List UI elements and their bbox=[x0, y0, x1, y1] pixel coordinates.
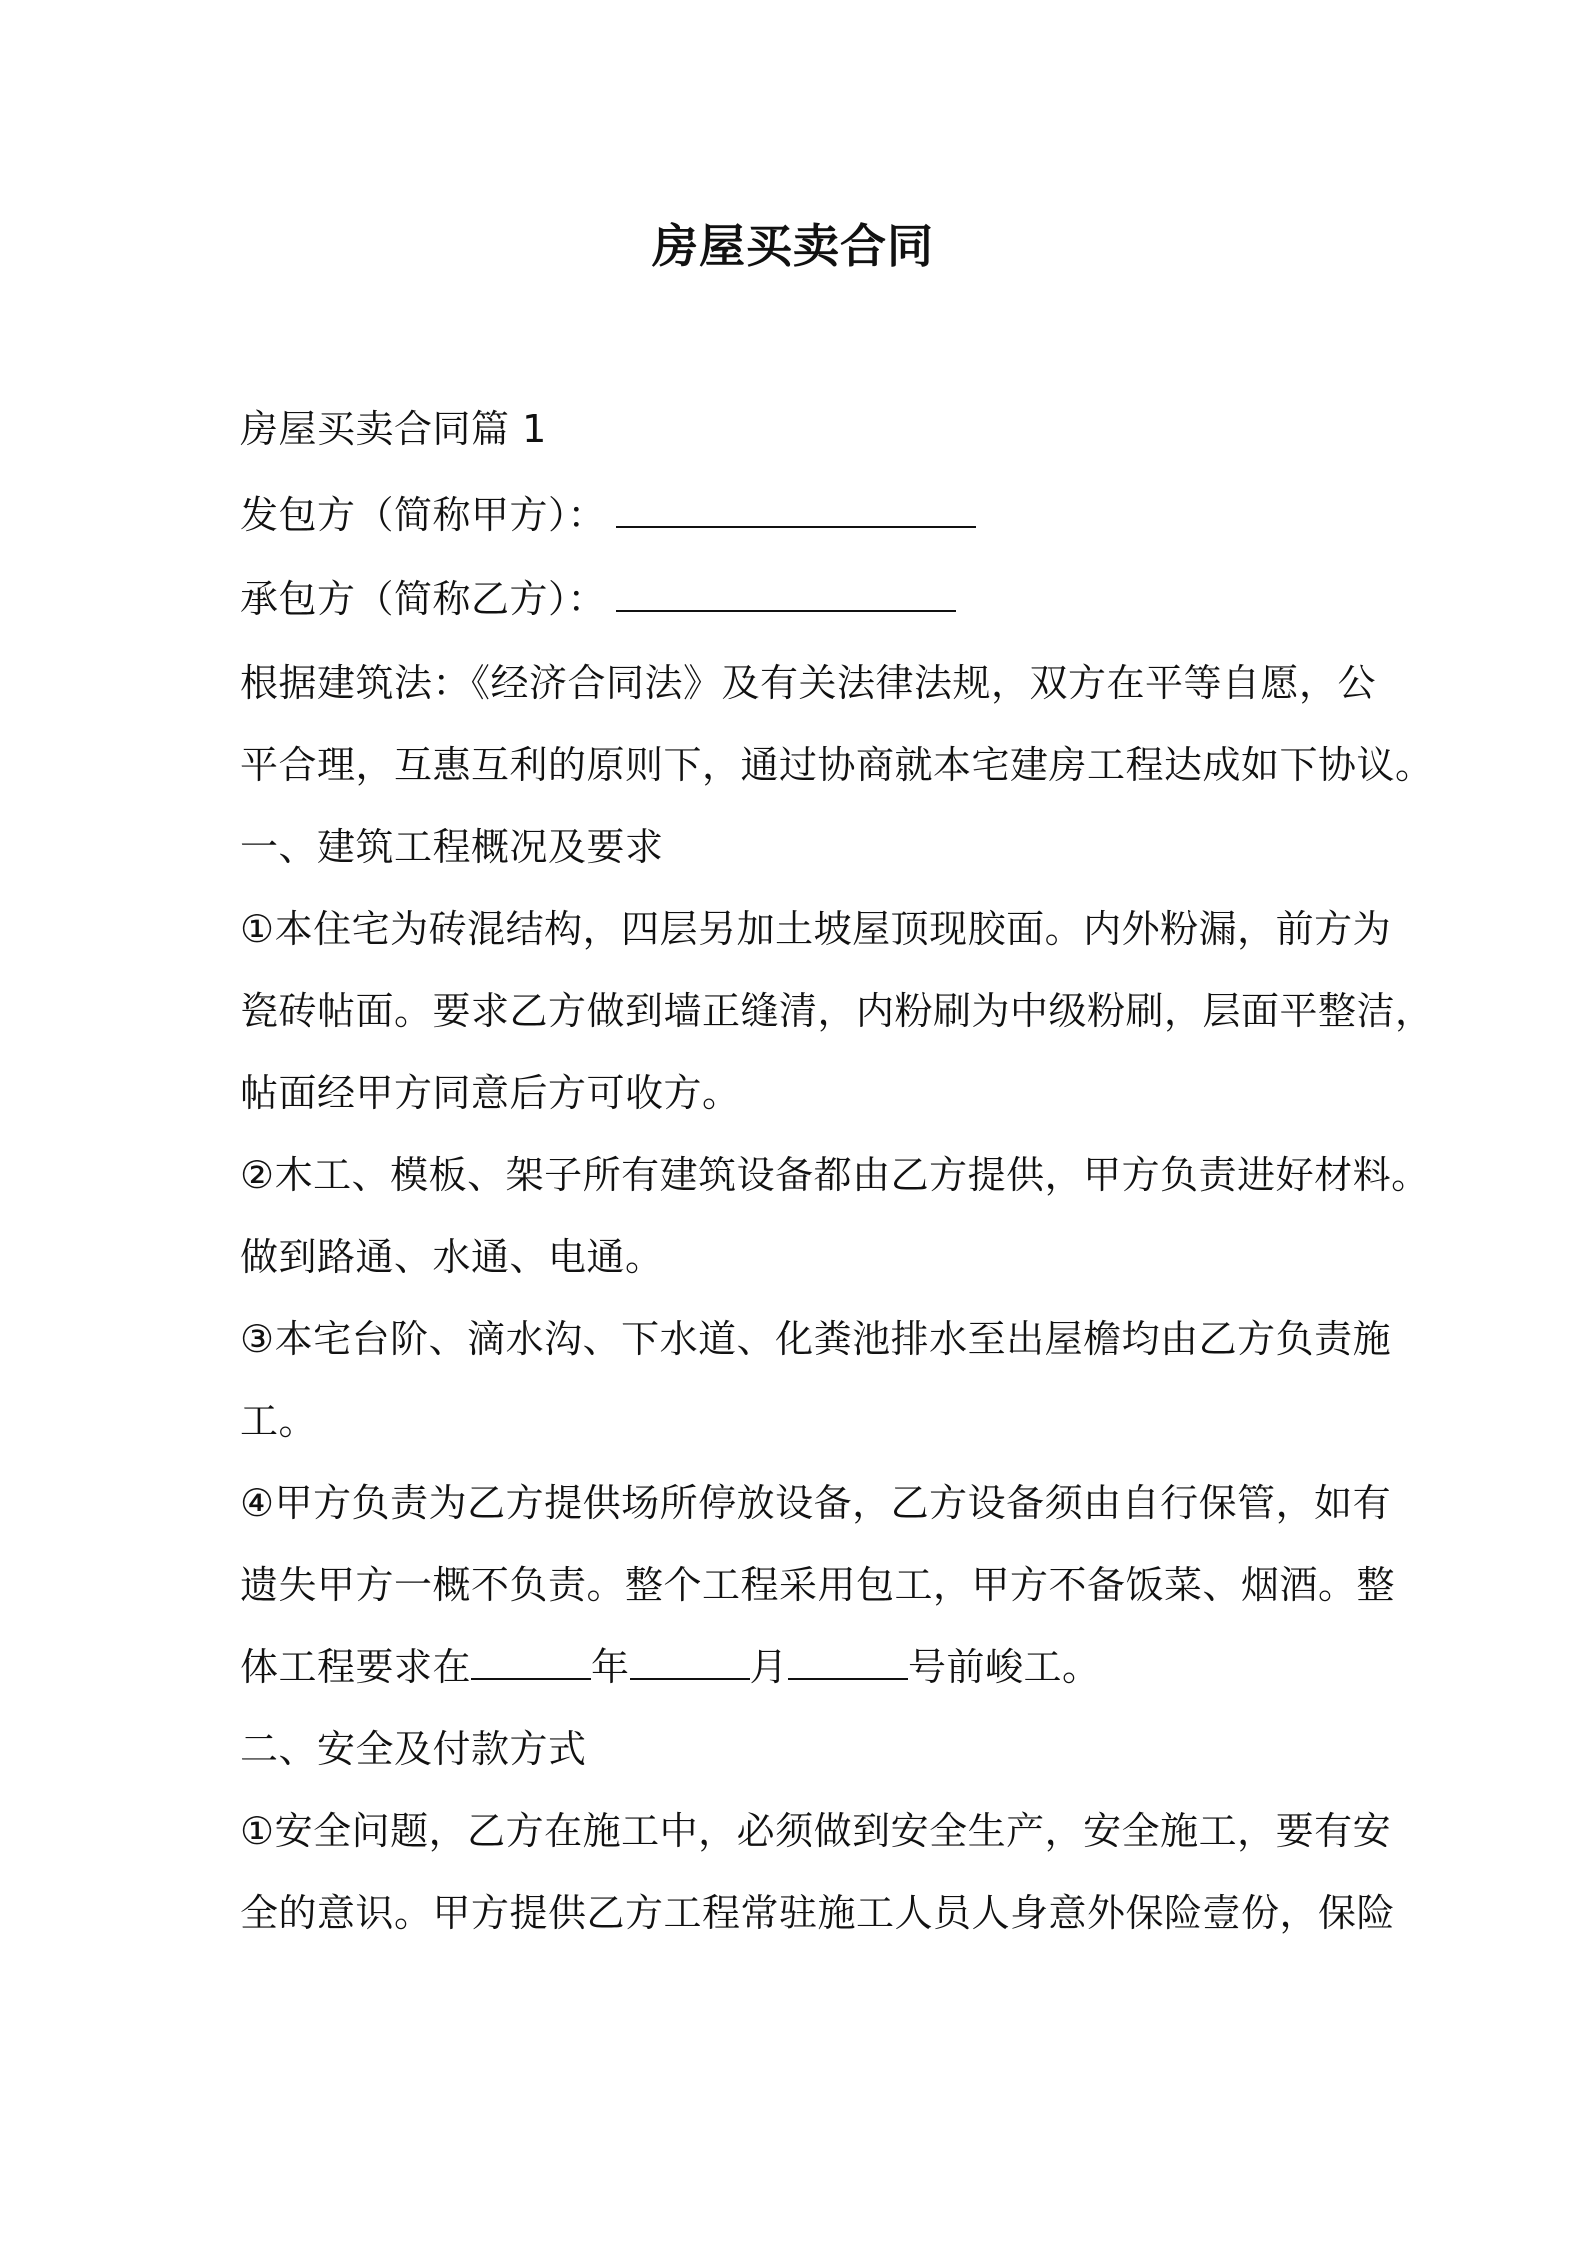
paragraph-line: 做到路通、水通、电通。 bbox=[240, 1235, 664, 1279]
party-a-label: 发包方（简称甲方）： bbox=[240, 493, 607, 537]
year-label: 年 bbox=[591, 1645, 630, 1689]
heading-construction-overview: 一、建筑工程概况及要求 bbox=[240, 825, 664, 869]
paragraph-line: 平合理，互惠互利的原则下，通过协商就本宅建房工程达成如下协议。 bbox=[240, 743, 1434, 787]
paragraph-line: ②木工、模板、架子所有建筑设备都由乙方提供，甲方负责进好材料。 bbox=[240, 1153, 1430, 1197]
day-blank[interactable] bbox=[788, 1644, 908, 1680]
paragraph-line: 瓷砖帖面。要求乙方做到墙正缝清，内粉刷为中级粉刷，层面平整洁， bbox=[240, 989, 1434, 1033]
paragraph-line: ③本宅台阶、滴水沟、下水道、化粪池排水至出屋檐均由乙方负责施 bbox=[240, 1317, 1392, 1361]
paragraph-line: 遗失甲方一概不负责。整个工程采用包工，甲方不备饭菜、烟酒。整 bbox=[240, 1563, 1396, 1607]
paragraph-line: ①安全问题，乙方在施工中，必须做到安全生产，安全施工，要有安 bbox=[240, 1809, 1392, 1853]
paragraph-line: 全的意识。甲方提供乙方工程常驻施工人员人身意外保险壹份，保险 bbox=[240, 1891, 1396, 1935]
party-a-line bbox=[240, 490, 1352, 574]
heading-safety-payment: 二、安全及付款方式 bbox=[240, 1727, 587, 1771]
paragraph-line: 根据建筑法：《经济合同法》及有关法律法规，双方在平等自愿，公 bbox=[240, 661, 1377, 705]
section-title: 房屋买卖合同篇 1 bbox=[240, 407, 547, 451]
deadline-line bbox=[240, 1642, 1352, 1724]
year-blank[interactable] bbox=[471, 1644, 591, 1680]
paragraph-line: 帖面经甲方同意后方可收方。 bbox=[240, 1071, 741, 1115]
party-a-blank[interactable] bbox=[616, 492, 976, 528]
deadline-prefix: 体工程要求在 bbox=[240, 1645, 472, 1689]
paragraph-line: 工。 bbox=[240, 1399, 318, 1443]
deadline-suffix: 号前峻工。 bbox=[908, 1645, 1101, 1689]
party-b-line bbox=[240, 574, 1352, 658]
month-blank[interactable] bbox=[630, 1644, 750, 1680]
party-b-blank[interactable] bbox=[616, 576, 956, 612]
document-title: 房屋买卖合同 bbox=[652, 219, 934, 273]
paragraph-line: ①本住宅为砖混结构，四层另加土坡屋顶现胶面。内外粉漏，前方为 bbox=[240, 907, 1392, 951]
month-label: 月 bbox=[749, 1645, 789, 1689]
party-b-label: 承包方（简称乙方）： bbox=[240, 577, 607, 621]
document-body bbox=[240, 404, 1434, 1970]
paragraph-line: ④甲方负责为乙方提供场所停放设备，乙方设备须由自行保管，如有 bbox=[240, 1481, 1392, 1525]
